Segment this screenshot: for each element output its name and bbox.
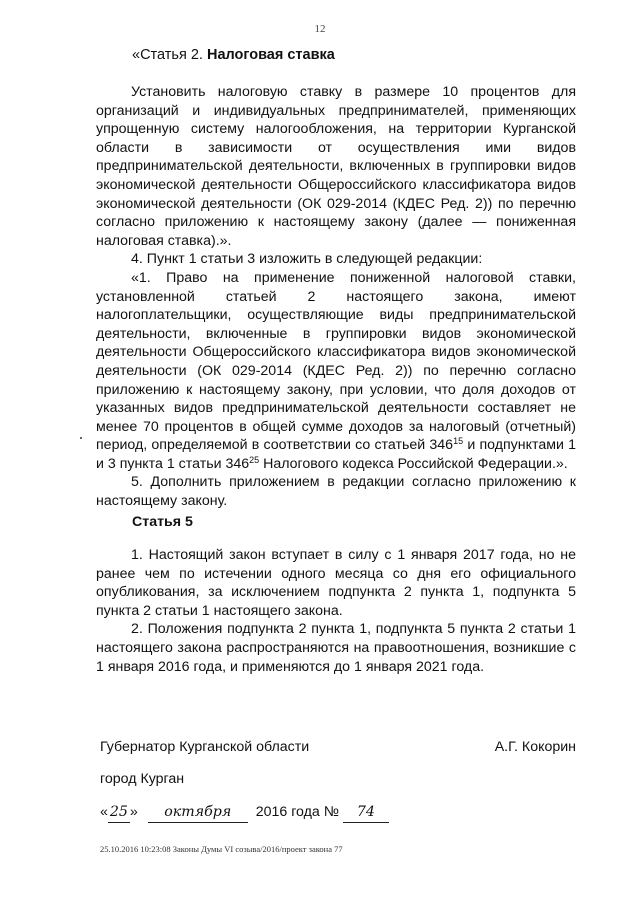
article-2-paragraph: Установить налоговую ставку в размере 10 процентов для организаций и индивидуальных предпринимателей, применяющих упрощенную систему налогообложения, на территории Курганской области в зависимости от осуществления ими видов предпринимательской деятельности, включенных в группировки видов экономической деятельности Общероссийского классификатора видов экономической деятельности (ОК 029-2014 (КДЕС Ред. 2)) по перечню согласно приложению к настоящему закону (далее — пониженная налоговая ставка).». (96, 84, 576, 249)
quote-text-1: «1. Право на применение пониженной налоговой ставки, установленной статьей 2 настоящего закона, имеют налогоплательщики, осуществляющие виды предпринимательской деятельности, включенные в группировки видов экономической деятельности Общероссийского классификатора видов экономической деятельности (ОК 029-2014 (КДЕС Ред. 2)) по перечню согласно приложению к настоящему закону, при условии, что доля доходов от указанных видов предпринимательской деятельности составляет не менее 70 процентов в общей сумме доходов за налоговый (отчетный) период, определяемой в соответствии со статьей 346 (96, 269, 576, 454)
quote-text-2: и подпунктами 1 и 3 пункта 1 статьи 346 (96, 437, 576, 472)
signatory-name: А.Г. Кокорин (494, 739, 576, 755)
date-year: 2016 года № (255, 804, 339, 820)
date-day: 25 (108, 803, 130, 823)
article-5-body (96, 546, 576, 676)
date-month: октября (148, 803, 248, 823)
page-number: 12 (314, 23, 326, 35)
date-line (100, 803, 430, 825)
item-4: 4. Пункт 1 статьи 3 изложить в следующей редакции: (131, 251, 483, 268)
article-5-p1: 1. Настоящий закон вступает в силу с 1 января 2017 года, но не ранее чем по истечении одного месяца со дня его официального опубликования, за исключением подпункта 2 пункта 1, подпункта 5 пункта 2 статьи 1 настоящего закона. (96, 547, 576, 619)
margin-mark (80, 437, 82, 439)
article-2-body (96, 83, 576, 511)
article-2-title-bold: Налоговая ставка (206, 47, 335, 63)
city-line: город Курган (100, 771, 185, 787)
article-2-title (132, 46, 335, 65)
article-5-title: Статья 5 (132, 514, 193, 530)
signature-row (100, 738, 576, 757)
quote-sup-2: 25 (249, 454, 260, 465)
document-footer: 25.10.2016 10:23:08 Законы Думы VI созыва/2016/проект закона 77 (100, 844, 343, 854)
signatory-position: Губернатор Курганской области (100, 739, 310, 755)
article-5-p2: 2. Положения подпункта 2 пункта 1, подпункта 5 пункта 2 статьи 1 настоящего закона распространяются на правоотношения, возникшие с 1 января 2016 года, и применяются до 1 января 2021 года. (96, 621, 576, 675)
law-number: 74 (343, 803, 389, 823)
item-5: 5. Дополнить приложением в редакции согласно приложению к настоящему закону. (96, 474, 576, 510)
quote-text-3: Налогового кодекса Российской Федерации.». (259, 455, 568, 472)
quote-sup-1: 15 (453, 436, 464, 447)
quoted-point-1 (96, 269, 576, 474)
article-2-title-prefix: «Статья 2. (132, 47, 203, 63)
date-close-quote: » (129, 804, 138, 820)
date-open-quote: « (100, 804, 108, 820)
